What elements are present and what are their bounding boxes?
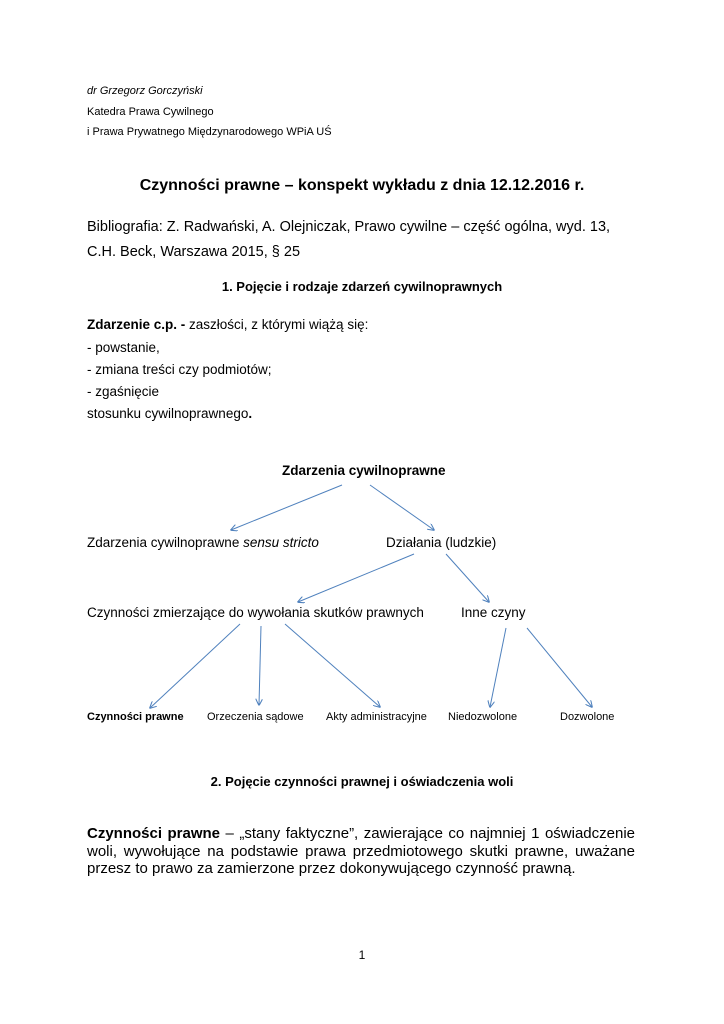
diagram-node-czynnosci-zmierzajace: Czynności zmierzające do wywołania skutków prawnych [87, 605, 424, 620]
node-sensu-stricto-italic: sensu stricto [243, 535, 319, 550]
section-2-title: 2. Pojęcie czynności prawnej i oświadczenia woli [210, 774, 514, 789]
arrow-root-to-sensu-stricto [231, 485, 342, 530]
diagram-root-node: Zdarzenia cywilnoprawne [282, 463, 446, 478]
node-sensu-stricto-prefix: Zdarzenia cywilnoprawne [87, 535, 244, 550]
author-name: dr Grzegorz Gorczyński [87, 85, 203, 97]
bibliography-line-2: C.H. Beck, Warszawa 2015, § 25 [87, 244, 301, 260]
diagram-leaf-orzeczenia: Orzeczenia sądowe [207, 711, 304, 723]
department-line-2: i Prawa Prywatnego Międzynarodowego WPiA UŚ [87, 126, 332, 138]
list-item: - zgaśnięcie [87, 384, 160, 399]
section-1-title: 1. Pojęcie i rodzaje zdarzeń cywilnoprawnych [221, 279, 503, 294]
page-number: 1 [358, 948, 366, 962]
closing-dot: . [248, 406, 253, 421]
arrow-to-czynnosci-prawne [150, 624, 240, 708]
closing-text: stosunku cywilnoprawnego [87, 406, 249, 421]
section-2-term: Czynności prawne [87, 825, 221, 842]
arrow-to-akty [285, 624, 380, 707]
arrow-to-niedozwolone [490, 628, 506, 707]
diagram-leaf-czynnosci-prawne: Czynności prawne [87, 711, 184, 723]
section-2-text: – „stany faktyczne”, zawierające co najmniej 1 oświadczenie woli, wywołujące na podstawie prawa przedmiotowego skutki prawne, uważane przesz to prawo za zamierzone przez dokonywującego czynność prawną. [87, 825, 635, 877]
arrow-to-orzeczenia [259, 626, 261, 705]
diagram-leaf-niedozwolone: Niedozwolone [448, 711, 518, 723]
diagram-node-inne-czyny: Inne czyny [461, 605, 526, 620]
definition-term: Zdarzenie c.p. - [87, 317, 186, 332]
arrow-to-dozwolone [527, 628, 592, 707]
diagram-node-sensu-stricto [87, 535, 319, 550]
list-item: - zmiana treści czy podmiotów; [87, 362, 272, 377]
diagram-leaf-dozwolone: Dozwolone [560, 711, 615, 723]
diagram-leaf-akty: Akty administracyjne [326, 711, 427, 723]
diagram-node-dzialania: Działania (ludzkie) [386, 535, 497, 550]
arrow-root-to-dzialania [370, 485, 434, 530]
department-line-1: Katedra Prawa Cywilnego [87, 106, 214, 118]
arrow-dzialania-to-czynnosci-zmierzajace [298, 554, 414, 602]
bibliography-line-1: Bibliografia: Z. Radwański, A. Olejniczak, Prawo cywilne – część ogólna, wyd. 13, [87, 219, 611, 235]
arrow-dzialania-to-inne-czyny [446, 554, 489, 602]
section-2-paragraph [87, 825, 635, 878]
definition-text: zaszłości, z którymi wiążą się: [185, 317, 369, 332]
document-title: Czynności prawne – konspekt wykładu z dnia 12.12.2016 r. [139, 177, 585, 194]
list-item: - powstanie, [87, 340, 160, 355]
